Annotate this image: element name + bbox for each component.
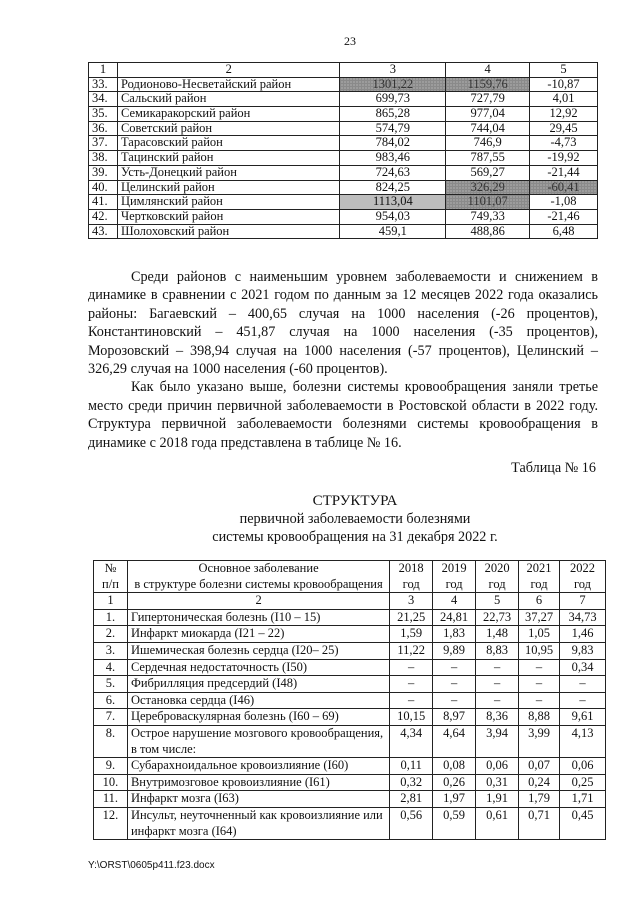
row-number: 34. xyxy=(89,92,118,107)
value-cell: – xyxy=(476,676,519,693)
header-text: Основное заболевание xyxy=(198,561,319,575)
district-name: Тацинский район xyxy=(117,151,340,166)
value-cell: 9,83 xyxy=(560,642,606,659)
value-cell: 1,59 xyxy=(390,626,433,643)
header-text: в структуре болезни системы кровообращения xyxy=(134,576,383,591)
district-name: Чертковский район xyxy=(117,209,340,224)
value-cell: 22,73 xyxy=(476,609,519,626)
value-cell: 24,81 xyxy=(433,609,476,626)
value-cell: – xyxy=(433,676,476,693)
value-cell: 488,86 xyxy=(446,224,530,239)
table-row xyxy=(94,642,606,659)
district-name: Целинский район xyxy=(117,180,340,195)
table-row xyxy=(89,107,598,122)
value-cell: 0,61 xyxy=(476,807,519,839)
value-cell: -1,08 xyxy=(530,195,598,210)
year-unit: год xyxy=(573,576,592,591)
value-cell: 21,25 xyxy=(390,609,433,626)
value-cell: 8,83 xyxy=(476,642,519,659)
value-cell: 10,15 xyxy=(390,709,433,726)
value-cell: 34,73 xyxy=(560,609,606,626)
table-row xyxy=(94,692,606,709)
disease-name: Инфаркт мозга (I63) xyxy=(127,791,389,808)
value-cell: 1,79 xyxy=(519,791,560,808)
value-cell: 29,45 xyxy=(530,121,598,136)
value-cell: 11,22 xyxy=(390,642,433,659)
disease-name: Субарахноидальное кровоизлияние (I60) xyxy=(127,758,389,775)
value-cell: 8,88 xyxy=(519,709,560,726)
row-number: 36. xyxy=(89,121,118,136)
table-row xyxy=(89,195,598,210)
value-cell: 4,34 xyxy=(390,725,433,757)
value-cell: – xyxy=(390,676,433,693)
disease-name: Инфаркт миокарда (I21 – 22) xyxy=(127,626,389,643)
column-number: 3 xyxy=(340,63,446,78)
value-cell: – xyxy=(476,659,519,676)
header-disease xyxy=(127,561,389,593)
value-cell: -10,87 xyxy=(530,77,598,92)
header-year xyxy=(390,561,433,593)
value-cell: 569,27 xyxy=(446,165,530,180)
table-row xyxy=(89,92,598,107)
table-label: Таблица № 16 xyxy=(511,460,596,476)
value-cell: 3,94 xyxy=(476,725,519,757)
value-cell: 4,13 xyxy=(560,725,606,757)
value-cell: 37,27 xyxy=(519,609,560,626)
table-row xyxy=(94,725,606,757)
value-cell: 574,79 xyxy=(340,121,446,136)
column-number: 7 xyxy=(560,593,606,610)
column-number: 1 xyxy=(89,63,118,78)
value-cell: -60,41 xyxy=(530,180,598,195)
value-cell: – xyxy=(390,692,433,709)
district-name: Родионово-Несветайский район xyxy=(117,77,340,92)
header-year xyxy=(519,561,560,593)
district-name: Советский район xyxy=(117,121,340,136)
value-cell: 4,01 xyxy=(530,92,598,107)
value-cell: -19,92 xyxy=(530,151,598,166)
paragraph: Как было указано выше, болезни системы кровообращения заняли третье место среди причин первичной заболеваемости в Ростовской области в 2022 году. Структура первичной заболеваемости болезнями системы кровообращения в динамике с 2018 года представлена в таблице № 16. xyxy=(88,379,598,451)
table-row xyxy=(89,180,598,195)
row-number: 40. xyxy=(89,180,118,195)
disease-name: Цереброваскулярная болезнь (I60 – 69) xyxy=(127,709,389,726)
value-cell: 1,83 xyxy=(433,626,476,643)
row-number: 42. xyxy=(89,209,118,224)
disease-name: Инсульт, неуточненный как кровоизлияние или инфаркт мозга (I64) xyxy=(127,807,389,839)
value-cell: 1,05 xyxy=(519,626,560,643)
disease-name: Остановка сердца (I46) xyxy=(127,692,389,709)
value-cell: 1,48 xyxy=(476,626,519,643)
row-number: 37. xyxy=(89,136,118,151)
district-incidence-table xyxy=(88,62,598,239)
value-cell: 724,63 xyxy=(340,165,446,180)
table-row xyxy=(94,807,606,839)
column-number: 5 xyxy=(530,63,598,78)
value-cell: 8,97 xyxy=(433,709,476,726)
column-number: 2 xyxy=(117,63,340,78)
value-cell: 1159,76 xyxy=(446,77,530,92)
table-row xyxy=(94,676,606,693)
value-cell: 0,08 xyxy=(433,758,476,775)
disease-name: Ишемическая болезнь сердца (I20– 25) xyxy=(127,642,389,659)
table-row xyxy=(89,165,598,180)
value-cell: 9,61 xyxy=(560,709,606,726)
value-cell: 0,25 xyxy=(560,774,606,791)
value-cell: 0,26 xyxy=(433,774,476,791)
row-number: 9. xyxy=(94,758,128,775)
header-year xyxy=(433,561,476,593)
column-number-row xyxy=(94,593,606,610)
value-cell: 0,34 xyxy=(560,659,606,676)
table-row xyxy=(94,609,606,626)
circulatory-structure-table xyxy=(93,560,606,840)
value-cell: 787,55 xyxy=(446,151,530,166)
value-cell: -21,44 xyxy=(530,165,598,180)
value-cell: 1113,04 xyxy=(340,195,446,210)
value-cell: – xyxy=(433,659,476,676)
value-cell: 12,92 xyxy=(530,107,598,122)
table-row xyxy=(94,758,606,775)
disease-name: Внутримозговое кровоизлияние (I61) xyxy=(127,774,389,791)
value-cell: 1101,07 xyxy=(446,195,530,210)
row-number: 4. xyxy=(94,659,128,676)
value-cell: – xyxy=(519,659,560,676)
value-cell: 2,81 xyxy=(390,791,433,808)
page-number: 23 xyxy=(344,34,356,48)
table-title xyxy=(100,492,610,546)
value-cell: 983,46 xyxy=(340,151,446,166)
disease-name: Гипертоническая болезнь (I10 – 15) xyxy=(127,609,389,626)
row-number: 38. xyxy=(89,151,118,166)
value-cell: 0,06 xyxy=(560,758,606,775)
value-cell: 0,56 xyxy=(390,807,433,839)
value-cell: – xyxy=(519,692,560,709)
header-text: п/п xyxy=(102,576,119,591)
row-number: 8. xyxy=(94,725,128,757)
value-cell: 4,64 xyxy=(433,725,476,757)
value-cell: – xyxy=(476,692,519,709)
value-cell: 954,03 xyxy=(340,209,446,224)
column-number: 4 xyxy=(446,63,530,78)
row-number: 33. xyxy=(89,77,118,92)
year: 2018 xyxy=(398,561,424,575)
row-number: 39. xyxy=(89,165,118,180)
value-cell: – xyxy=(560,692,606,709)
district-name: Усть-Донецкий район xyxy=(117,165,340,180)
value-cell: 8,36 xyxy=(476,709,519,726)
value-cell: 326,29 xyxy=(446,180,530,195)
value-cell: 1,46 xyxy=(560,626,606,643)
value-cell: 865,28 xyxy=(340,107,446,122)
table-row xyxy=(94,626,606,643)
value-cell: 0,32 xyxy=(390,774,433,791)
title-line: системы кровообращения на 31 декабря 2022 г. xyxy=(212,529,498,545)
header-text: № xyxy=(104,561,117,575)
row-number: 10. xyxy=(94,774,128,791)
value-cell: 0,59 xyxy=(433,807,476,839)
row-number: 41. xyxy=(89,195,118,210)
title-line: первичной заболеваемости болезнями xyxy=(239,511,471,527)
value-cell: 3,99 xyxy=(519,725,560,757)
file-path-footer: Y:\ORST\0605p411.f23.docx xyxy=(88,860,215,871)
row-number: 35. xyxy=(89,107,118,122)
year-unit: год xyxy=(530,576,548,591)
year: 2019 xyxy=(441,561,467,575)
value-cell: 727,79 xyxy=(446,92,530,107)
year: 2021 xyxy=(526,561,552,575)
table-row xyxy=(94,791,606,808)
year: 2020 xyxy=(484,561,510,575)
value-cell: 459,1 xyxy=(340,224,446,239)
column-number: 3 xyxy=(390,593,433,610)
row-number: 3. xyxy=(94,642,128,659)
row-number: 2. xyxy=(94,626,128,643)
value-cell: 1,97 xyxy=(433,791,476,808)
table-row xyxy=(89,77,598,92)
disease-name: Сердечная недостаточность (I50) xyxy=(127,659,389,676)
value-cell: 746,9 xyxy=(446,136,530,151)
value-cell: 977,04 xyxy=(446,107,530,122)
body-text xyxy=(88,268,598,452)
header-year xyxy=(560,561,606,593)
value-cell: 0,07 xyxy=(519,758,560,775)
table-row xyxy=(94,709,606,726)
district-name: Семикаракорский район xyxy=(117,107,340,122)
value-cell: 1,71 xyxy=(560,791,606,808)
table-row xyxy=(89,224,598,239)
paragraph: Среди районов с наименьшим уровнем заболеваемости и снижением в динамике в сравнении с 2021 годом по данным за 12 месяцев 2022 года оказались районы: Багаевский – 400,65 случая на 1000 населения (-26 процентов), Константиновский – 451,87 случая на 1000 населения (-35 процентов), Морозовский – 398,94 случая на 1000 населения (-57 процентов), Целинский – 326,29 случая на 1000 населения (-60 процентов). xyxy=(88,269,598,378)
row-number: 5. xyxy=(94,676,128,693)
year-unit: год xyxy=(402,576,420,591)
value-cell: 0,45 xyxy=(560,807,606,839)
value-cell: – xyxy=(560,676,606,693)
column-number: 2 xyxy=(127,593,389,610)
year-unit: год xyxy=(445,576,463,591)
value-cell: 824,25 xyxy=(340,180,446,195)
value-cell: 0,31 xyxy=(476,774,519,791)
title-line: СТРУКТУРА xyxy=(312,493,398,509)
row-number: 1. xyxy=(94,609,128,626)
value-cell: 0,06 xyxy=(476,758,519,775)
table-row xyxy=(89,136,598,151)
column-number: 4 xyxy=(433,593,476,610)
value-cell: – xyxy=(433,692,476,709)
header-year xyxy=(476,561,519,593)
header-num xyxy=(94,561,128,593)
value-cell: 6,48 xyxy=(530,224,598,239)
year: 2022 xyxy=(570,561,595,575)
disease-name: Фибрилляция предсердий (I48) xyxy=(127,676,389,693)
value-cell: 784,02 xyxy=(340,136,446,151)
table-row xyxy=(89,209,598,224)
district-name: Цимлянский район xyxy=(117,195,340,210)
value-cell: 744,04 xyxy=(446,121,530,136)
column-number-row xyxy=(89,63,598,78)
column-number: 5 xyxy=(476,593,519,610)
district-name: Сальский район xyxy=(117,92,340,107)
value-cell: 0,71 xyxy=(519,807,560,839)
value-cell: 9,89 xyxy=(433,642,476,659)
value-cell: 0,24 xyxy=(519,774,560,791)
year-unit: год xyxy=(488,576,506,591)
value-cell: 0,11 xyxy=(390,758,433,775)
row-number: 6. xyxy=(94,692,128,709)
value-cell: 1,91 xyxy=(476,791,519,808)
row-number: 43. xyxy=(89,224,118,239)
table-row xyxy=(89,151,598,166)
value-cell: 699,73 xyxy=(340,92,446,107)
district-name: Шолоховский район xyxy=(117,224,340,239)
value-cell: – xyxy=(390,659,433,676)
value-cell: 749,33 xyxy=(446,209,530,224)
district-name: Тарасовский район xyxy=(117,136,340,151)
row-number: 12. xyxy=(94,807,128,839)
table-row xyxy=(89,121,598,136)
header-row xyxy=(94,561,606,593)
row-number: 7. xyxy=(94,709,128,726)
column-number: 6 xyxy=(519,593,560,610)
row-number: 11. xyxy=(94,791,128,808)
disease-name: Острое нарушение мозгового кровообращения, в том числе: xyxy=(127,725,389,757)
value-cell: 1301,22 xyxy=(340,77,446,92)
column-number: 1 xyxy=(94,593,128,610)
value-cell: -4,73 xyxy=(530,136,598,151)
value-cell: – xyxy=(519,676,560,693)
table-row xyxy=(94,659,606,676)
value-cell: 10,95 xyxy=(519,642,560,659)
value-cell: -21,46 xyxy=(530,209,598,224)
table-row xyxy=(94,774,606,791)
